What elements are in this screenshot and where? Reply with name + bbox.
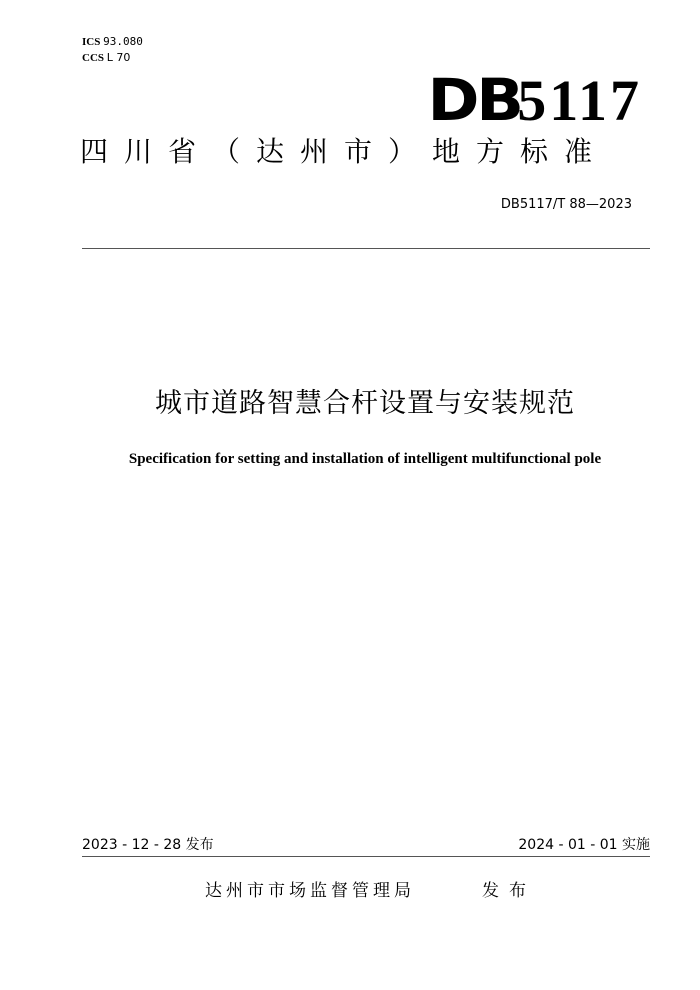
issue-date (82, 835, 214, 855)
classification-codes (82, 34, 143, 66)
implementation-date-value: 2024 - 01 - 01 (518, 837, 618, 853)
logo-prefix: DB (427, 66, 521, 134)
issue-date-value: 2023 - 12 - 28 (82, 837, 182, 853)
publisher: 达州市市场监督管理局 (205, 881, 415, 901)
standard-number: DB5117/T 88—2023 (500, 197, 632, 212)
implementation-date (518, 835, 650, 855)
issue-label: 发布 (185, 837, 214, 853)
ccs-value: L 70 (106, 51, 131, 64)
footer-divider (82, 856, 650, 857)
ccs-line (82, 50, 143, 66)
publish-label: 发布 (482, 881, 536, 901)
header-divider (82, 248, 650, 249)
ics-value: 93.080 (103, 35, 143, 48)
document-title-zh: 城市道路智慧合杆设置与安装规范 (155, 388, 575, 419)
standard-type: 四川省（达州市）地方标准 (80, 135, 609, 168)
ics-label: ICS (82, 36, 101, 48)
implementation-label: 实施 (622, 837, 650, 853)
ics-line (82, 34, 143, 50)
db-logo (427, 66, 642, 134)
ccs-label: CCS (82, 52, 105, 64)
logo-code: 5117 (517, 68, 642, 133)
document-title-en: Specification for setting and installation of intelligent multifunctional pole (128, 451, 602, 467)
